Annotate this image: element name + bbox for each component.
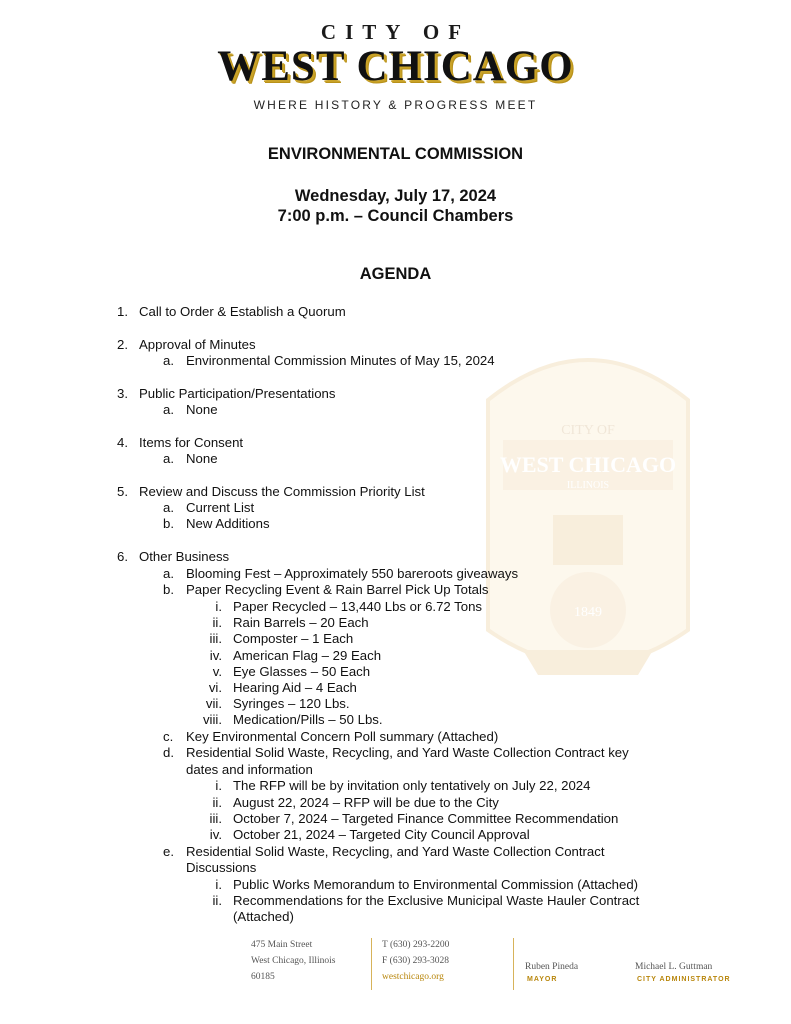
agenda-subitem-text: None <box>186 402 218 417</box>
agenda-item-text: Public Participation/Presentations <box>139 386 336 401</box>
footer-divider <box>371 938 372 990</box>
footer-phone: T (630) 293-2200 <box>382 940 450 950</box>
agenda-item: 6. <box>117 549 128 564</box>
agenda-subsubitem-text: Eye Glasses – 50 Each <box>233 664 371 679</box>
agenda-subitem: c. <box>163 729 174 744</box>
footer-mayor-name: Ruben Pineda <box>525 962 579 972</box>
agenda-subsubitem-text: Rain Barrels – 20 Each <box>233 615 369 630</box>
footer-address-street: 475 Main Street <box>251 940 313 950</box>
logo-city-name: WEST CHICAGO <box>217 43 574 90</box>
footer-fax: F (630) 293-3028 <box>382 956 450 966</box>
agenda-subsubitem: ii. <box>212 795 222 810</box>
agenda-subsubitem-text: Public Works Memorandum to Environmental Commission (Attached) <box>233 877 639 892</box>
agenda-subsubitem: i. <box>215 599 222 614</box>
agenda-subitem-text-cont: Discussions <box>186 860 257 875</box>
agenda-subsubitem-text: Medication/Pills – 50 Lbs. <box>233 712 383 727</box>
agenda-item: 1. <box>117 304 128 319</box>
footer-mayor-title: MAYOR <box>527 976 558 983</box>
agenda-subsubitem-text: August 22, 2024 – RFP will be due to the City <box>233 795 499 810</box>
agenda-subsubitem-text: Recommendations for the Exclusive Municipal Waste Hauler Contract <box>233 893 640 908</box>
agenda-subitem: a. <box>163 402 174 417</box>
commission-title: ENVIRONMENTAL COMMISSION <box>267 145 524 163</box>
agenda-subsubitem: i. <box>215 877 222 892</box>
agenda-subsubitem-text: Paper Recycled – 13,440 Lbs or 6.72 Tons <box>233 599 483 614</box>
agenda-subitem: b. <box>163 582 174 597</box>
meeting-info <box>0 186 791 226</box>
agenda-item: 4. <box>117 435 128 450</box>
agenda-item-text: Review and Discuss the Commission Priority List <box>139 484 425 499</box>
agenda-subsubitem-text: The RFP will be by invitation only tentatively on July 22, 2024 <box>233 778 591 793</box>
agenda-subitem-text: Paper Recycling Event & Rain Barrel Pick Up Totals <box>186 582 489 597</box>
agenda-title: AGENDA <box>359 265 432 283</box>
agenda-subitem-text: Key Environmental Concern Poll summary (Attached) <box>186 729 499 744</box>
footer-admin-title: CITY ADMINISTRATOR <box>637 976 731 983</box>
footer-address-city: West Chicago, Illinois <box>251 956 336 966</box>
agenda-item-text: Call to Order & Establish a Quorum <box>139 304 346 319</box>
agenda-subitem: d. <box>163 745 174 760</box>
logo-city-of: CITY OF <box>320 20 471 44</box>
agenda-item-text: Approval of Minutes <box>139 337 256 352</box>
agenda-subitem: a. <box>163 451 174 466</box>
agenda-subsubitem: i. <box>215 778 222 793</box>
footer-address-zip: 60185 <box>251 972 275 982</box>
agenda-subsubitem: iii. <box>209 811 222 826</box>
agenda-subsubitem-text: Syringes – 120 Lbs. <box>233 696 350 711</box>
agenda-subitem: e. <box>163 844 174 859</box>
agenda-subsubitem: viii. <box>202 712 222 727</box>
agenda-subsubitem: vi. <box>208 680 222 695</box>
agenda-item: 3. <box>117 386 128 401</box>
footer-admin-name: Michael L. Guttman <box>635 962 713 972</box>
agenda-subsubitem: ii. <box>212 893 222 908</box>
agenda-subitem-text: Blooming Fest – Approximately 550 bareroots giveaways <box>186 566 519 581</box>
agenda-subitem-text: Environmental Commission Minutes of May 15, 2024 <box>186 353 495 368</box>
agenda-subsubitem-text: Composter – 1 Each <box>233 631 354 646</box>
footer-website-link[interactable]: westchicago.org <box>382 972 444 982</box>
agenda-item: 2. <box>117 337 128 352</box>
agenda-subitem: a. <box>163 500 174 515</box>
agenda-subsubitem-text-cont: (Attached) <box>233 909 294 924</box>
logo-tagline: WHERE HISTORY & PROGRESS MEET <box>253 98 538 112</box>
footer-divider <box>513 938 514 990</box>
agenda-subitem: b. <box>163 516 174 531</box>
agenda-subitem-text: Residential Solid Waste, Recycling, and Yard Waste Collection Contract <box>186 844 605 859</box>
agenda-subitem: a. <box>163 566 174 581</box>
svg-text:CITY OF: CITY OF <box>561 423 615 438</box>
agenda-subsubitem-text: American Flag – 29 Each <box>233 648 382 663</box>
agenda-subitem-text: Current List <box>186 500 255 515</box>
agenda-subitem-text: Residential Solid Waste, Recycling, and Yard Waste Collection Contract key <box>186 745 629 760</box>
agenda-subitem-text-cont: dates and information <box>186 762 313 777</box>
agenda-subsubitem-text: October 21, 2024 – Targeted City Council Approval <box>233 827 530 842</box>
meeting-time-place: 7:00 p.m. – Council Chambers <box>277 207 514 225</box>
agenda-subsubitem: v. <box>212 664 222 679</box>
agenda-subsubitem: iv. <box>209 827 222 842</box>
agenda-subsubitem-text: Hearing Aid – 4 Each <box>233 680 357 695</box>
agenda-subsubitem: ii. <box>212 615 222 630</box>
agenda-item-text: Items for Consent <box>139 435 244 450</box>
agenda-subsubitem: iv. <box>209 648 222 663</box>
svg-text:1849: 1849 <box>574 605 602 620</box>
agenda-subitem-text: New Additions <box>186 516 270 531</box>
agenda-item: 5. <box>117 484 128 499</box>
letterhead-footer <box>0 938 791 1008</box>
agenda-item-text: Other Business <box>139 549 230 564</box>
meeting-date: Wednesday, July 17, 2024 <box>294 187 497 205</box>
agenda-subsubitem-text: October 7, 2024 – Targeted Finance Committee Recommendation <box>233 811 619 826</box>
agenda-subitem-text: None <box>186 451 218 466</box>
svg-text:WEST CHICAGO: WEST CHICAGO <box>499 452 677 477</box>
agenda-subitem: a. <box>163 353 174 368</box>
agenda-subsubitem: iii. <box>209 631 222 646</box>
city-seal-watermark <box>468 330 708 690</box>
agenda-subsubitem: vii. <box>205 696 222 711</box>
svg-text:ILLINOIS: ILLINOIS <box>566 480 610 491</box>
